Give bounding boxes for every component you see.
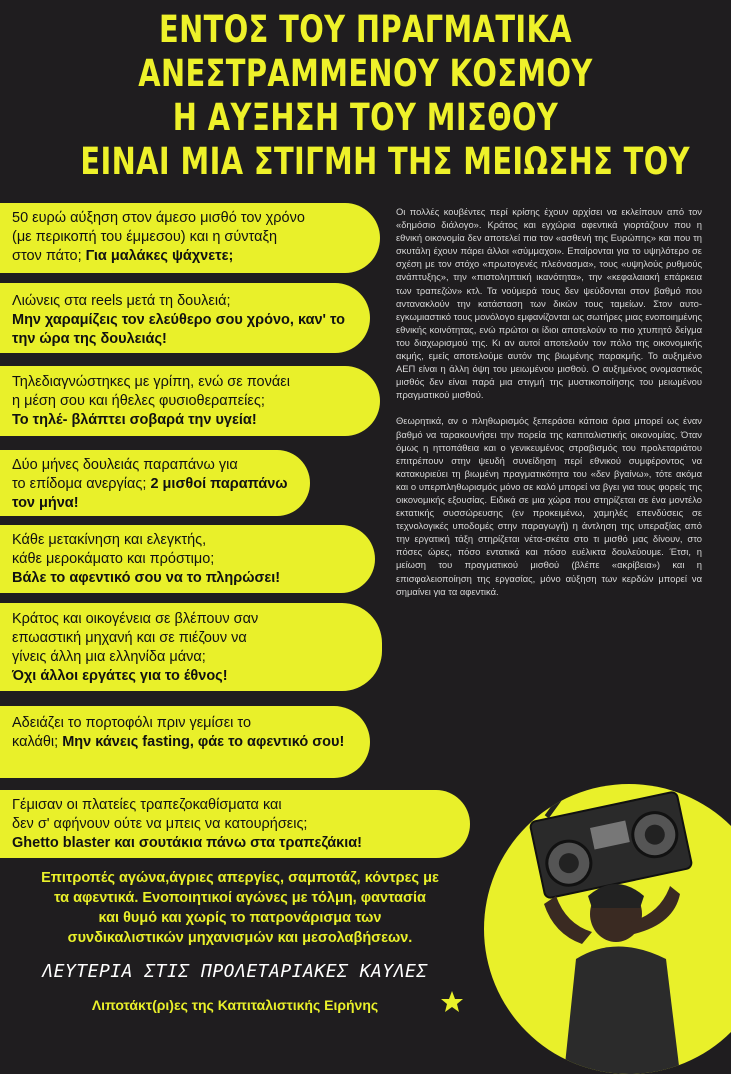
boombox-icon — [484, 784, 731, 1074]
poster-title — [80, 8, 690, 184]
pill-bold-text: Το τηλέ- βλάπτει σοβαρά την υγεία! — [12, 412, 257, 428]
title-line: ΕΝΤΟΣ ΤΟΥ ΠΡΑΓΜΑΤΙΚΑ — [158, 8, 573, 51]
pill-text: δεν σ' αφήνουν ούτε να μπεις να κατουρήσεις; — [12, 816, 308, 832]
pill-text: γίνεις άλλη μια ελληνίδα μάνα; — [12, 649, 206, 665]
pill-text: Δύο μήνες δουλειάς παραπάνω για — [12, 457, 238, 473]
call-to-action — [0, 868, 480, 948]
pill-bold-text: Ghetto blaster και σουτάκια πάνω στα τραπεζάκια! — [12, 835, 363, 851]
slogan-pill-wages — [0, 203, 380, 273]
slogan-pill-squares — [0, 790, 470, 858]
slogan-pill-family — [0, 603, 382, 691]
pill-bold-text: 2 μισθοί παραπάνω τον μήνα! — [12, 476, 288, 511]
pill-text: το επίδομα ανεργίας; — [12, 476, 147, 492]
main-slogan: ΛΕΥΤΕΡΙΑ ΣΤΙΣ ΠΡΟΛΕΤΑΡΙΑΚΕΣ ΚΑΥΛΕΣ — [42, 961, 428, 982]
pill-text: κάθε μεροκάματο και πρόστιμο; — [12, 551, 215, 567]
article-paragraph: Θεωρητικά, αν ο πληθωρισμός ξεπεράσει κάποια όρια μπορεί ως έναν βαθμό να ταρακουνήσει την πορεία της καπιταλιστικής οικονομίας. Όταν όμως η ηττοπάθεια και ο γενικευμένος στραβισμός του προλεταριάτου επιτρέπουν στην ψευδή συνείδηση περί εθνικού συμφέροντος να κατακυριεύει τη βιωμένη πραγματικότητα του «δεν βγαίνω», τότε ακόμα και ο υπερπληθωρισμός μόνο σε καλό μπορεί να βγει για τους φορείς της οικονομικής εξουσίας. Ειδικά σε μια χώρα που στηρίζεται σε ένα μοντέλο εκτατικής συσσώρευσης (εν προκειμένω, χαμηλές επενδύσεις σε τεχνολογικές υποδομές στην παραγωγή) η άντληση της υπεραξίας από την εργατική τάξη στηρίζεται νέτα-σκέτα στο τι μισθό μας δίνουν, στο πόσες ώρες, πόσο εντατικά και πόσο ευέλικτα δουλεύουμε. Έτσι, η μείωση του πραγματικού μισθού (βλέπε «ακρίβεια») και η επισφαλειοποίηση της εργασίας, μόνο αύξηση των κερδών μπορεί να σημαίνει για τα αφεντικά. — [396, 415, 702, 597]
title-line: ΑΝΕΣΤΡΑΜΜΕΝΟΥ ΚΟΣΜΟΥ — [138, 52, 593, 95]
star-icon — [440, 990, 464, 1014]
pill-text: Λιώνεις στα reels μετά τη δουλειά; — [12, 293, 231, 309]
slogan-pill-unemployment — [0, 450, 310, 516]
title-line: Η ΑΥΞΗΣΗ ΤΟΥ ΜΙΣΘΟΥ — [172, 96, 559, 139]
pill-text: Γέμισαν οι πλατείες τραπεζοκαθίσματα και — [12, 797, 282, 813]
cta-line: και θυμό και χωρίς το πατρονάρισμα των — [98, 910, 382, 926]
slogan-pill-health — [0, 366, 380, 436]
signature: Λιποτάκτ(ρι)ες της Καπιταλιστικής Ειρήνης — [91, 997, 379, 1013]
slogan-pill-reels — [0, 283, 370, 353]
pill-text: επωαστική μηχανή και σε πιέζουν να — [12, 630, 247, 646]
article-paragraph: Οι πολλές κουβέντες περί κρίσης έχουν αρχίσει να εκλείπουν από τον «δημόσιο διάλογο». Κράτος και εγχώρια αφεντικά γιορτάζουν που η εθνική οικονομία δεν αποτελεί πια τον «ασθενή της Ευρώπης» και που τη σκυτάλη έχουν πάρει άλλοι «σύμμαχοι». Επαίρονται για το υψηλότερο σε σχέση με τον στόχο «πρωτογενές πλεόνασμα», τους «υψηλούς ρυθμούς ανάπτυξης», την «πιστοληπτική ικανότητα», την «κεφαλαιακή επάρκεια των τραπεζών» κτλ. Τα νούμερά τους δεν ψεύδονται στον βαθμό που αντανακλούν την κατάσταση των δικών τους ταμείων. Στον αυτο-εγκωμιαστικό τους μονόλογο εμφανίζονται ως σωτήρες μιας ενοποιημένης εθνικής κοινότητας, ενώ πρώτοι οι ίδιοι αποτελούν το πιο χτυπητό δείγμα του διαχωρισμού της. Κι αν αυτοί αποτελούν τον πόλο της οικονομικής ακμής, εμείς αποτελούμε αυτόν της βιωμένης παρακμής. Το αυξημένο ΑΕΠ είναι η άλλη όψη του μειωμένου μισθού. Ο αυξημένος ονομαστικός μισθός δεν είναι παρά μια στιγμή της μυστικοποίησης του μειωμένου πραγματικού μισθού. — [396, 206, 702, 401]
pill-bold-text: Όχι άλλοι εργάτες για το έθνος! — [12, 668, 228, 684]
pill-text: Κράτος και οικογένεια σε βλέπουν σαν — [12, 611, 259, 627]
pill-bold-text: Μην χαραμίζεις τον ελεύθερο σου χρόνο, καν' το την ώρα της δουλειάς! — [12, 312, 345, 347]
article-column — [396, 205, 702, 611]
cta-line: συνδικαλιστικών μηχανισμών και μεσολαβήσεων. — [67, 930, 413, 946]
pill-text: στον πάτο; — [12, 248, 82, 264]
pill-text: η μέση σου και ήθελες φυσιοθεραπείες; — [12, 393, 265, 409]
pill-text: Τηλεδιαγνώστηκες με γρίπη, ενώ σε πονάει — [12, 374, 290, 390]
slogan-pill-fasting — [0, 706, 370, 778]
pill-bold-text: Βάλε το αφεντικό σου να το πληρώσει! — [12, 570, 281, 586]
pill-text: Αδειάζει το πορτοφόλι πριν γεμίσει το — [12, 715, 252, 731]
cta-line: Επιτροπές αγώνα,άγριες απεργίες, σαμποτάζ, κόντρες με — [41, 870, 439, 886]
pill-text: Κάθε μετακίνηση και ελεγκτής, — [12, 532, 207, 548]
cta-line: τα αφεντικά. Ενοποιητικοί αγώνες με τόλμη, φαντασία — [54, 890, 426, 906]
pill-text: καλάθι; — [12, 734, 59, 750]
pill-text: 50 ευρώ αύξηση στον άμεσο μισθό τον χρόνο — [12, 210, 305, 226]
boombox-person-illustration — [484, 784, 731, 1074]
pill-bold-text: Για μαλάκες ψάχνετε; — [85, 248, 234, 264]
slogan-pill-transport — [0, 525, 375, 593]
title-line: ΕΙΝΑΙ ΜΙΑ ΣΤΙΓΜΗ ΤΗΣ ΜΕΙΩΣΗΣ ΤΟΥ — [80, 140, 690, 183]
pill-bold-text: Μην κάνεις fasting, φάε το αφεντικό σου! — [62, 734, 345, 750]
pill-text: (με περικοπή του έμμεσου) και η σύνταξη — [12, 229, 278, 245]
